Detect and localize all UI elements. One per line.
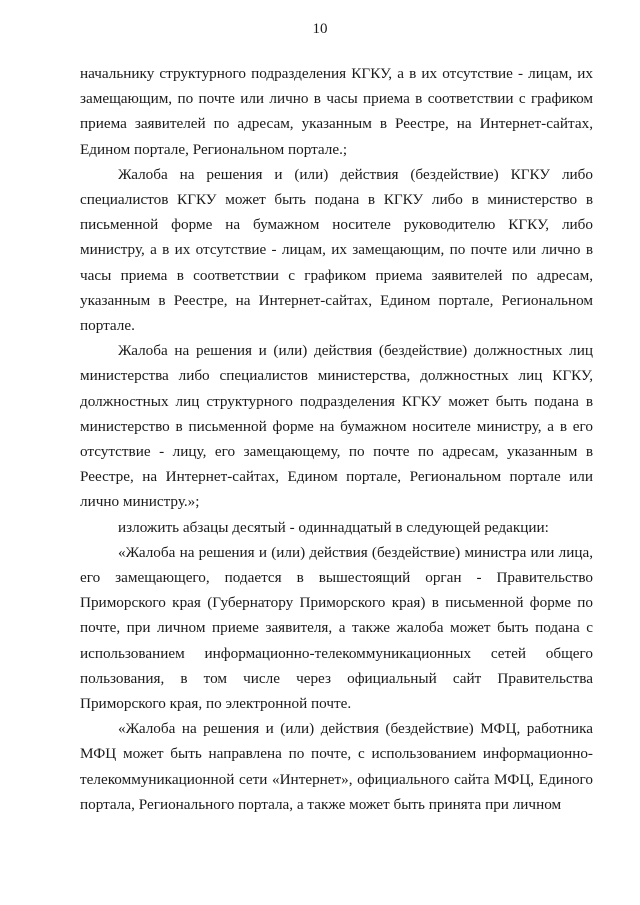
paragraph-continuation: начальнику структурного подразделения КГКУ, а в их отсутствие - лицам, их замещающим, по почте или лично в часы приема в соответствии с графиком приема заявителей по адресам, указанным в Реестре, на Интернет-сайтах, Едином портале, Региональном портале.; [80,65,593,158]
paragraph-complaint-mfc: «Жалоба на решения и (или) действия (бездействие) МФЦ, работника МФЦ может быть направлена по почте, с использованием информационно-телекоммуникационной сети «Интернет», официального сайта МФЦ, Единого портала, Регионального портала, а также может быть принята при личном [80,720,593,813]
paragraph-complaint-kgku: Жалоба на решения и (или) действия (бездействие) КГКУ либо специалистов КГКУ может быть подана в КГКУ либо в министерство в письменной форме на бумажном носителе руководителю КГКУ, либо министру, а в их отсутствие - лицам, их замещающим, по почте или лично в часы приема в соответствии с графиком приема заявителей по адресам, указанным в Реестре, на Интернет-сайтах, Едином портале, Региональном портале. [80,165,593,335]
page-number: 10 [312,21,328,37]
paragraph-complaint-minister: «Жалоба на решения и (или) действия (бездействие) министра или лица, его замещающего, подается в вышестоящий орган - Правительство Приморского края (Губернатору Приморского края) в письменной форме по почте, при личном приеме заявителя, а также жалоба может быть подана с использованием информационно-телекоммуникационных сетей общего пользования, в том числе через официальный сайт Правительства Приморского края, по электронной почте. [80,543,593,713]
paragraph-amendment-instruction: изложить абзацы десятый - одиннадцатый в следующей редакции: [118,518,549,536]
paragraph-complaint-ministry: Жалоба на решения и (или) действия (бездействие) должностных лиц министерства либо специалистов министерства, должностных лиц КГКУ, должностных лиц структурного подразделения КГКУ может быть подана в министерство в письменной форме на бумажном носителе министру, а в его отсутствие - лицу, его замещающему, по почте по адресам, указанным в Реестре, на Интернет-сайтах, Едином портале, Региональном портале или лично министру.»; [80,342,593,511]
document-body [80,61,593,817]
